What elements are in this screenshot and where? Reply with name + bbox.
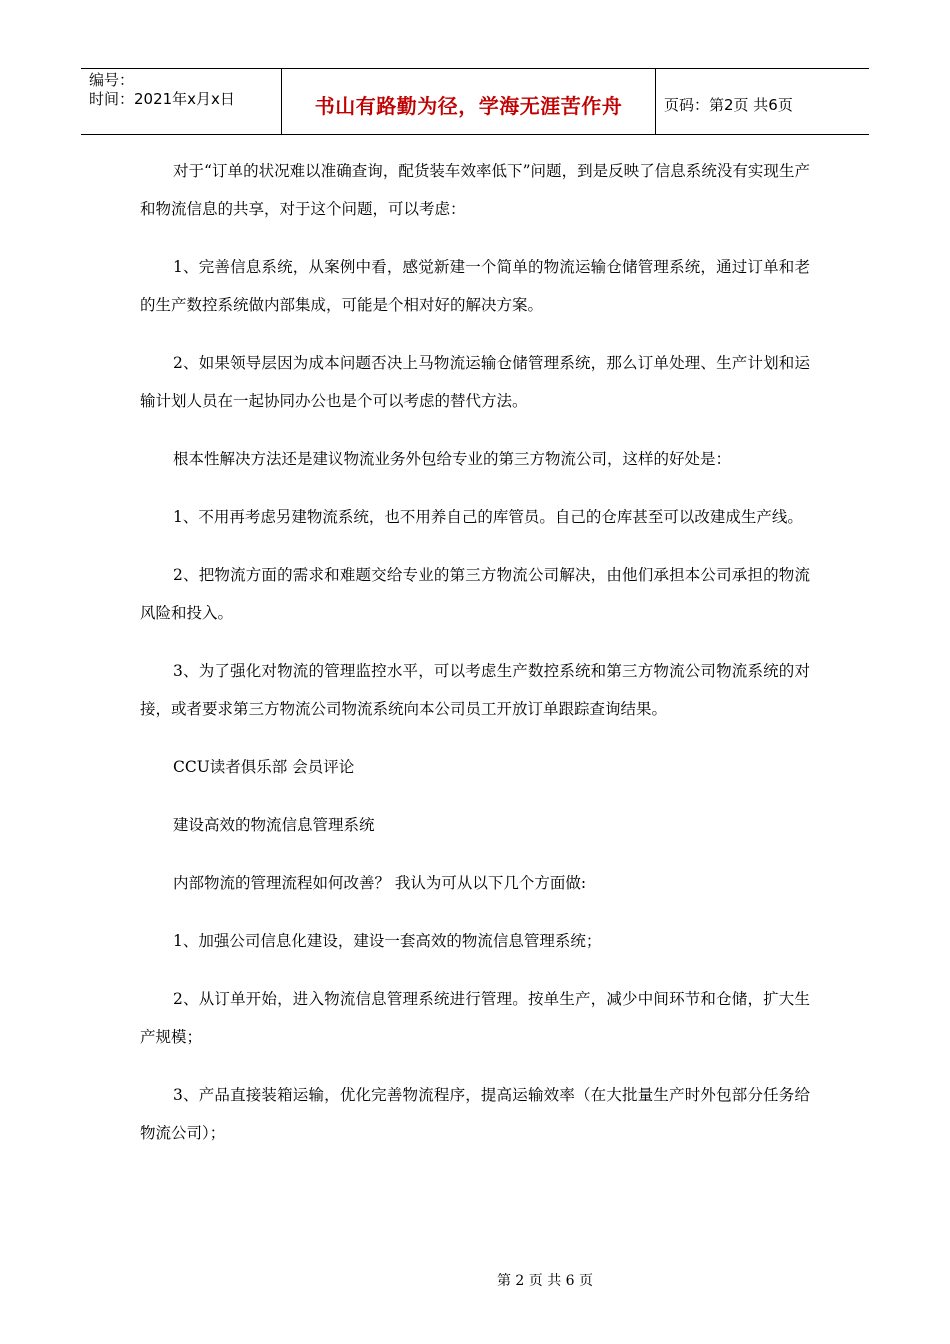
- paragraph: 2、把物流方面的需求和难题交给专业的第三方物流公司解决，由他们承担本公司承担的物流风险和投入。: [140, 566, 810, 622]
- paragraph: 根本性解决方法还是建议物流业务外包给专业的第三方物流公司，这样的好处是：: [173, 450, 732, 468]
- header-page-number: 页码：第2页 共6页: [664, 96, 793, 114]
- document-date-label: 时间：2021年x月x日: [89, 90, 235, 108]
- paragraph: 3、产品直接装箱运输，优化完善物流程序，提高运输效率（在大批量生产时外包部分任务给物流公司）；: [140, 1086, 810, 1142]
- section-heading: CCU读者俱乐部 会员评论: [173, 758, 355, 776]
- paragraph: 2、从订单开始，进入物流信息管理系统进行管理。按单生产，减少中间环节和仓储，扩大生产规模；: [140, 990, 810, 1046]
- document-body: [140, 152, 810, 1172]
- footer-page-number: 第 2 页 共 6 页: [496, 1273, 594, 1289]
- section-heading: 建设高效的物流信息管理系统: [173, 816, 375, 834]
- paragraph: 1、完善信息系统，从案例中看，感觉新建一个简单的物流运输仓储管理系统，通过订单和老的生产数控系统做内部集成，可能是个相对好的解决方案。: [140, 258, 810, 314]
- document-header: [81, 68, 869, 135]
- paragraph: 对于“订单的状况难以准确查询，配货装车效率低下”问题，到是反映了信息系统没有实现生产和物流信息的共享，对于这个问题，可以考虑：: [140, 162, 810, 218]
- header-motto: 书山有路勤为径，学海无涯苦作舟: [314, 94, 623, 118]
- paragraph: 3、为了强化对物流的管理监控水平，可以考虑生产数控系统和第三方物流公司物流系统的对接，或者要求第三方物流公司物流系统向本公司员工开放订单跟踪查询结果。: [140, 662, 810, 718]
- paragraph: 1、不用再考虑另建物流系统，也不用养自己的库管员。自己的仓库甚至可以改建成生产线。: [173, 508, 803, 526]
- paragraph: 内部物流的管理流程如何改善？ 我认为可从以下几个方面做:: [173, 874, 587, 892]
- header-motto-cell: [282, 69, 656, 134]
- page-footer: [0, 1270, 950, 1290]
- header-page-cell: [656, 69, 869, 134]
- paragraph: 2、如果领导层因为成本问题否决上马物流运输仓储管理系统，那么订单处理、生产计划和运输计划人员在一起协同办公也是个可以考虑的替代方法。: [140, 354, 810, 410]
- document-number-label: 编号：: [89, 71, 135, 89]
- paragraph: 1、加强公司信息化建设，建设一套高效的物流信息管理系统；: [173, 932, 602, 950]
- header-meta-cell: [81, 69, 282, 134]
